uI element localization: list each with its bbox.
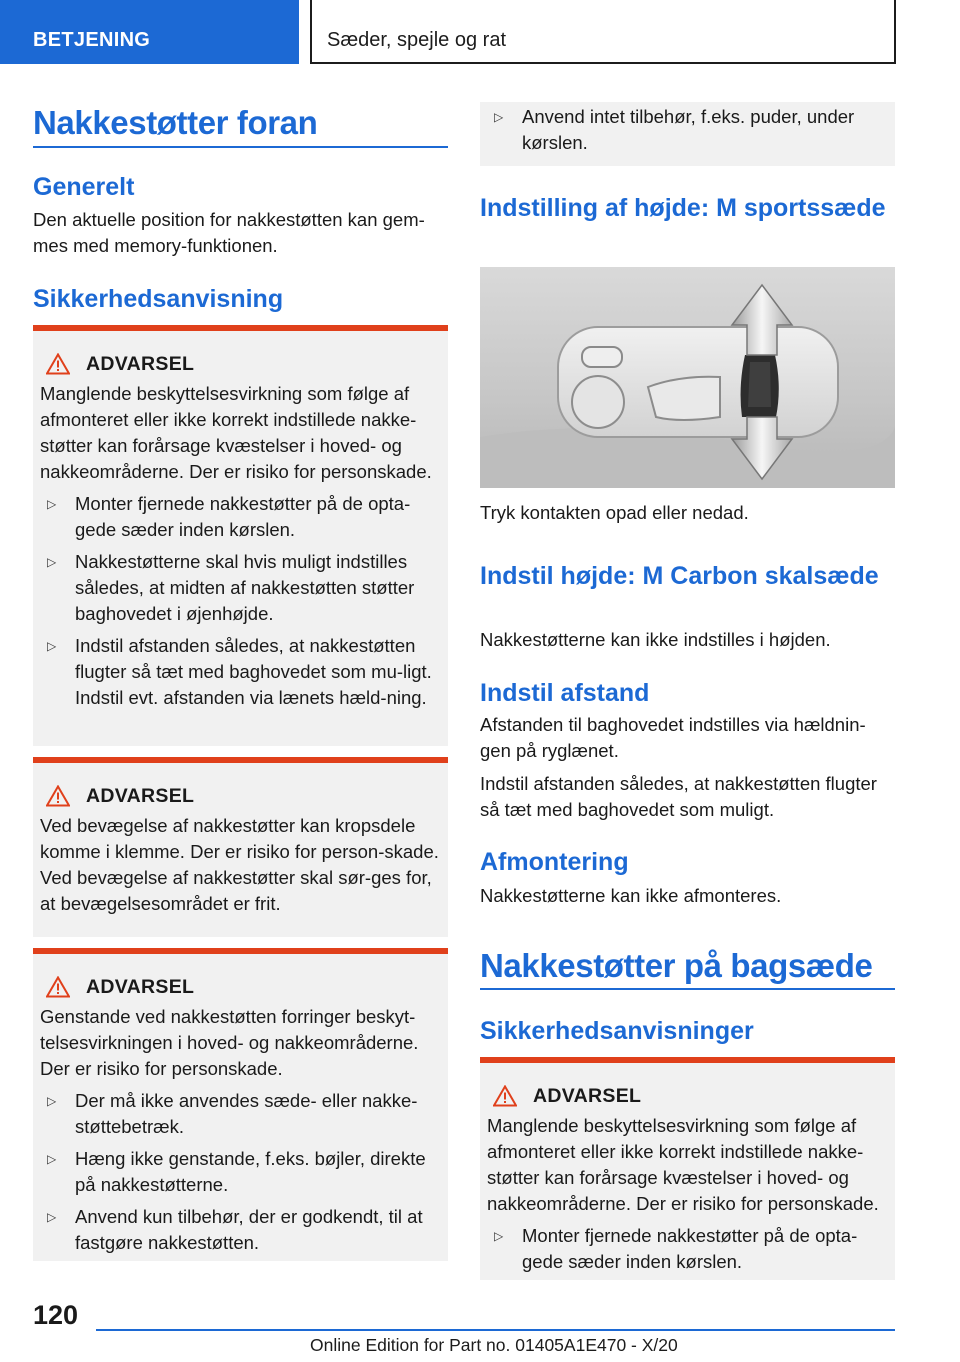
list-item (487, 1223, 889, 1275)
warning-box (33, 948, 448, 1261)
heading-height-m: Indstilling af højde: M sportssæde (480, 194, 886, 222)
footer-edition: Online Edition for Part no. 01405A1E470 - X/20 (310, 1335, 678, 1355)
warning-box (33, 325, 448, 746)
bullet-text: Anvend kun tilbehør, der er godkendt, til at fastgøre nakkestøtten. (75, 1206, 423, 1253)
triangle-bullet-icon: ▷ (47, 1210, 57, 1224)
warning-label: ADVARSEL (86, 784, 195, 807)
heading-height-carbon: Indstil højde: M Carbon skalsæde (480, 562, 879, 590)
text-height-carbon: Nakkestøtterne kan ikke indstilles i højden. (480, 629, 831, 650)
triangle-bullet-icon: ▷ (47, 555, 57, 569)
warning-text: Manglende beskyttelsesvirkning som følge af afmonteret eller ikke korrekt indstillede nakke-støtter kan forårsage kvæstelser i hoved- og nakkeområderne. Der er risiko for personskade. (487, 1115, 879, 1214)
warning-text: Ved bevægelse af nakkestøtter kan kropsdele komme i klemme. Der er risiko for person-skade. Ved bevægelse af nakkestøtter skal sør-ges for, at bevægelsesområdet er frit. (40, 815, 439, 914)
warning-label: ADVARSEL (86, 352, 195, 375)
warning-label: ADVARSEL (533, 1084, 642, 1107)
text-distance-2: Indstil afstanden således, at nakkestøtten flugter så tæt med baghovedet som muligt. (480, 773, 877, 820)
list-item (40, 1204, 442, 1256)
heading-remove: Afmontering (480, 848, 629, 876)
warning-box-continued (480, 102, 895, 166)
triangle-bullet-icon: ▷ (47, 1094, 57, 1108)
triangle-bullet-icon: ▷ (47, 497, 57, 511)
seat-switch-image (480, 267, 895, 488)
heading-rear-safety: Sikkerhedsanvisninger (480, 1017, 754, 1045)
section-title-front: Nakkestøtter foran (33, 104, 318, 141)
warning-triangle-icon (40, 351, 84, 377)
title-rule (33, 146, 448, 148)
triangle-bullet-icon: ▷ (494, 1229, 504, 1243)
text-height-m: Tryk kontakten opad eller nedad. (480, 502, 749, 523)
warning-triangle-icon (40, 783, 84, 809)
header-chapter-label: Sæder, spejle og rat (327, 29, 506, 51)
warning-label: ADVARSEL (86, 975, 195, 998)
list-item (40, 549, 442, 627)
header-section-label: BETJENING (33, 29, 151, 51)
footer-rule (96, 1329, 895, 1331)
bullet-text: Monter fjernede nakkestøtter på de opta-gede sæder inden kørslen. (522, 1225, 858, 1272)
bullet-text: Indstil afstanden således, at nakkestøtten flugter så tæt med baghovedet som mu-ligt. Indstil evt. afstanden via lænets hæld-ning. (75, 635, 432, 708)
text-remove: Nakkestøtterne kan ikke afmonteres. (480, 885, 782, 906)
warning-text: Manglende beskyttelsesvirkning som følge af afmonteret eller ikke korrekt indstillede nakke-støtter kan forårsage kvæstelser i hoved- og nakkeområderne. Der er risiko for personskade. (40, 383, 432, 482)
heading-safety: Sikkerhedsanvisning (33, 285, 284, 313)
text-generelt: Den aktuelle position for nakkestøtten kan gem-mes med memory-funktionen. (33, 209, 425, 256)
heading-distance: Indstil afstand (480, 679, 650, 707)
triangle-bullet-icon: ▷ (47, 1152, 57, 1166)
list-item (40, 633, 442, 711)
header-chapter-tab (310, 0, 896, 64)
warning-text: Genstande ved nakkestøtten forringer beskyt-telsesvirkningen i hoved- og nakkeområderne. Der er risiko for personskade. (40, 1006, 419, 1079)
warning-box (480, 1057, 895, 1280)
header-section-tab (0, 0, 299, 64)
bullet-text: Nakkestøtterne skal hvis muligt indstilles således, at midten af nakkestøtten støtter baghovedet i øjenhøjde. (75, 551, 415, 624)
title-rule (480, 988, 895, 990)
bullet-text: Monter fjernede nakkestøtter på de opta-gede sæder inden kørslen. (75, 493, 411, 540)
bullet-text: Der må ikke anvendes sæde- eller nakke-støttebetræk. (75, 1090, 418, 1137)
heading-generelt: Generelt (33, 173, 135, 201)
text-distance-1: Afstanden til baghovedet indstilles via hældnin-gen på ryglænet. (480, 714, 866, 761)
list-item (40, 1088, 442, 1140)
bullet-text: Anvend intet tilbehør, f.eks. puder, under kørslen. (522, 106, 855, 153)
list-item (40, 1146, 442, 1198)
warning-triangle-icon (40, 974, 84, 1000)
list-item (40, 491, 442, 543)
warning-triangle-icon (487, 1083, 531, 1109)
list-item (487, 104, 889, 156)
section-title-rear: Nakkestøtter på bagsæde (480, 947, 873, 984)
page-number: 120 (33, 1300, 79, 1330)
warning-box (33, 757, 448, 937)
triangle-bullet-icon: ▷ (494, 110, 504, 124)
triangle-bullet-icon: ▷ (47, 639, 57, 653)
bullet-text: Hæng ikke genstande, f.eks. bøjler, direkte på nakkestøtterne. (75, 1148, 426, 1195)
